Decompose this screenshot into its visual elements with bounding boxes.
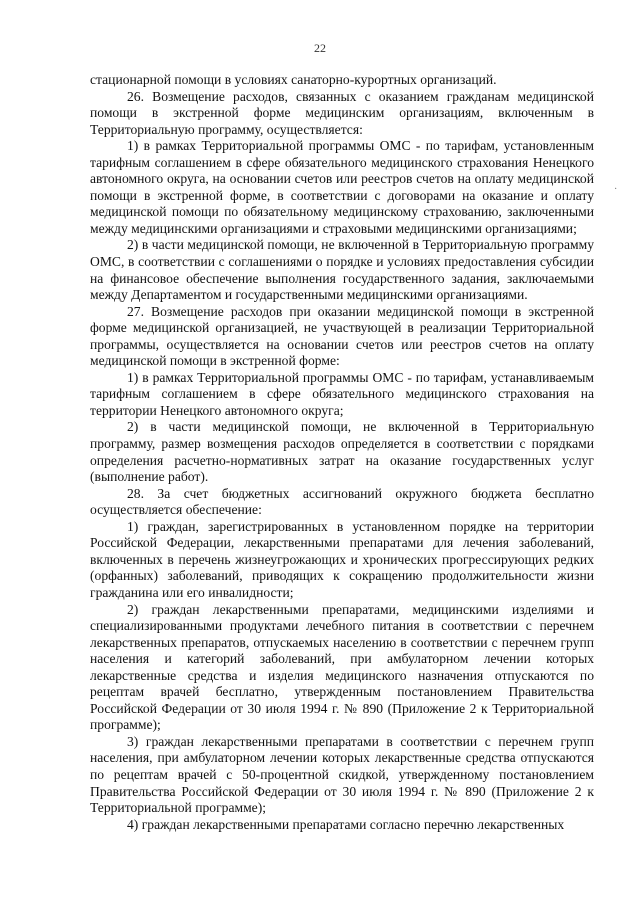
paragraph-26-item-2: 2) в части медицинской помощи, не включенной в Территориальную программу ОМС, в соответствии с соглашениями о порядке и условиях предоставления субсидии на финансовое обеспечение выполнения государственного задания, заключаемыми между Департаментом и государственными медицинскими организациями. [90,237,594,303]
margin-mark: · [614,184,618,195]
paragraph-28-item-1: 1) граждан, зарегистрированных в установленном порядке на территории Российской Федерации, лекарственными препаратами для лечения заболеваний, включенных в перечень жизнеугрожающих и хронических прогрессирующих редких (орфанных) заболеваний, приводящих к сокращению продолжительности жизни гражданина или его инвалидности; [90,518,594,600]
page-number: 22 [314,41,326,55]
paragraph-27-item-1: 1) в рамках Территориальной программы ОМС - по тарифам, устанавливаемым тарифным соглашением в сфере обязательного медицинского страхования на территории Ненецкого автономного округа; [90,369,594,418]
body-text [90,72,594,833]
paragraph-26-item-1: 1) в рамках Территориальной программы ОМС - по тарифам, установленным тарифным соглашением в сфере обязательного медицинского страхования Ненецкого автономного округа, на основании счетов или реестров счетов на оплату медицинской помощи в экстренной форме, в соответствии с договорами на оказание и оплату медицинской помощи по обязательному медицинскому страхованию, заключенными между медицинскими организациями и страховыми медицинскими организациями; [90,138,594,236]
paragraph-28: 28. За счет бюджетных ассигнований окружного бюджета бесплатно осуществляется обеспечение: [90,485,594,518]
paragraph-27-item-2: 2) в части медицинской помощи, не включенной в Территориальную программу, размер возмещения расходов определяется в соответствии с порядками определения расчетно-нормативных затрат на оказание государственных услуг (выполнение работ). [90,419,594,485]
paragraph-28-item-3: 3) граждан лекарственными препаратами в соответствии с перечнем групп населения, при амбулаторном лечении которых лекарственные средства отпускаются по рецептам врачей с 50-процентной скидкой, утвержденному постановлением Правительства Российской Федерации от 30 июля 1994 г. № 890 (Приложение 2 к Территориальной программе); [90,733,594,816]
paragraph-27: 27. Возмещение расходов при оказании медицинской помощи в экстренной форме медицинской организацией, не участвующей в реализации Территориальной программы, осуществляется на основании счетов или реестров счетов на оплату медицинской помощи в экстренной форме: [90,303,594,369]
paragraph-28-item-2: 2) граждан лекарственными препаратами, медицинскими изделиями и специализированными продуктами лечебного питания в соответствии с перечнем лекарственных препаратов, отпускаемых населению в соответствии с перечнем групп населения и категорий заболеваний, при амбулаторном лечении которых лекарственные средства и изделия медицинского назначения отпускаются по рецептам врачей бесплатно, утвержденным постановлением Правительства Российской Федерации от 30 июля 1994 г. № 890 (Приложение 2 к Территориальной программе); [90,601,594,733]
paragraph-continuation: стационарной помощи в условиях санаторно-курортных организаций. [90,72,497,87]
paragraph-28-item-4: 4) граждан лекарственными препаратами согласно перечню лекарственных [127,816,565,832]
paragraph-26: 26. Возмещение расходов, связанных с оказанием гражданам медицинской помощи в экстренной форме медицинским организациям, включенным в Территориальную программу, осуществляется: [90,88,594,137]
